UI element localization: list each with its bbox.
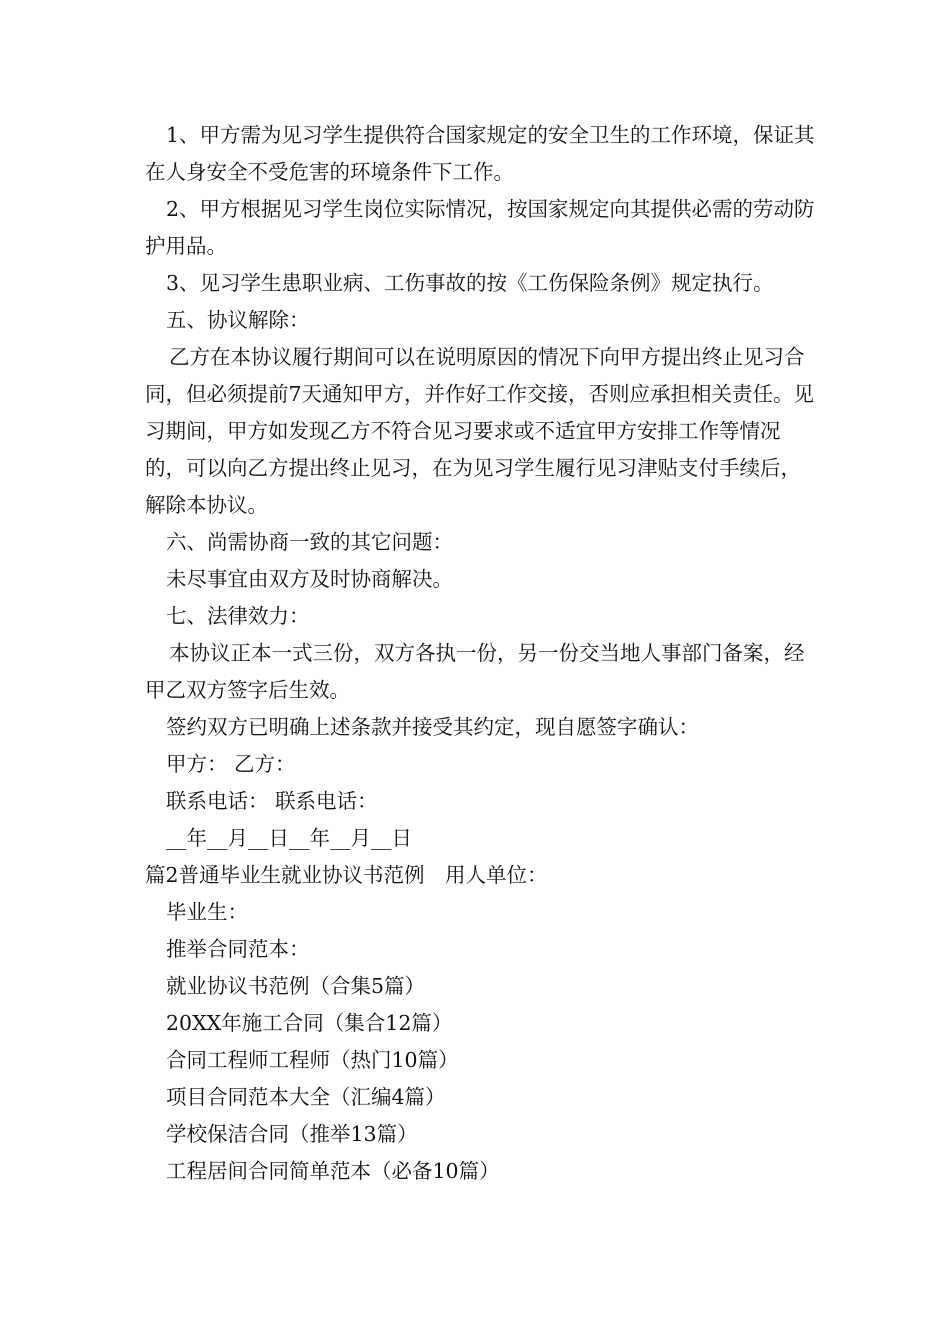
clause-injury-insurance: 3、见习学生患职业病、工伤事故的按《工伤保险条例》规定执行。 bbox=[166, 271, 774, 295]
recommended-templates-heading: 推举合同范本： bbox=[166, 937, 310, 961]
recommended-link-5: 学校保洁合同（推举13篇） bbox=[166, 1122, 418, 1146]
date-line: __年__月__日__年__月__日 bbox=[166, 826, 412, 850]
termination-paragraph: 乙方在本协议履行期间可以在说明原因的情况下向甲方提出终止见习合同，但必须提前7天通知甲方，并作好工作交接，否则应承担相关责任。见习期间，甲方如发现乙方不符合见习要求或不适宜甲方安排工作等情况的，可以向乙方提出终止见习，在为见习学生履行见习津贴支付手续后，解除本协议。 bbox=[145, 345, 815, 517]
legal-effect-paragraph: 本协议正本一式三份，双方各执一份，另一份交当地人事部门备案，经甲乙双方签字后生效。 bbox=[145, 641, 805, 702]
other-issues-text: 未尽事宜由双方及时协商解决。 bbox=[166, 567, 453, 591]
article-2-heading: 篇2普通毕业生就业协议书范例 用人单位： bbox=[145, 863, 548, 887]
recommended-link-6: 工程居间合同简单范本（必备10篇） bbox=[166, 1159, 500, 1183]
document-body bbox=[145, 117, 815, 1190]
recommended-link-2: 20XX年施工合同（集合12篇） bbox=[166, 1011, 453, 1035]
signing-confirmation: 签约双方已明确上述条款并接受其约定，现自愿签字确认： bbox=[166, 715, 699, 739]
section-heading-legal-effect: 七、法律效力： bbox=[166, 604, 310, 628]
clause-protective-equipment: 2、甲方根据见习学生岗位实际情况，按国家规定向其提供必需的劳动防护用品。 bbox=[145, 197, 815, 258]
recommended-link-4: 项目合同范本大全（汇编4篇） bbox=[166, 1085, 446, 1109]
contact-phone-line: 联系电话： 联系电话： bbox=[166, 789, 378, 813]
section-heading-termination: 五、协议解除： bbox=[166, 308, 310, 332]
clause-safety-environment: 1、甲方需为见习学生提供符合国家规定的安全卫生的工作环境，保证其在人身安全不受危害的环境条件下工作。 bbox=[145, 123, 815, 184]
graduate-label: 毕业生： bbox=[166, 900, 248, 924]
party-signature-line: 甲方： 乙方： bbox=[166, 752, 296, 776]
recommended-link-3: 合同工程师工程师（热门10篇） bbox=[166, 1048, 459, 1072]
recommended-link-1: 就业协议书范例（合集5篇） bbox=[166, 974, 426, 998]
section-heading-other-issues: 六、尚需协商一致的其它问题： bbox=[166, 530, 453, 554]
